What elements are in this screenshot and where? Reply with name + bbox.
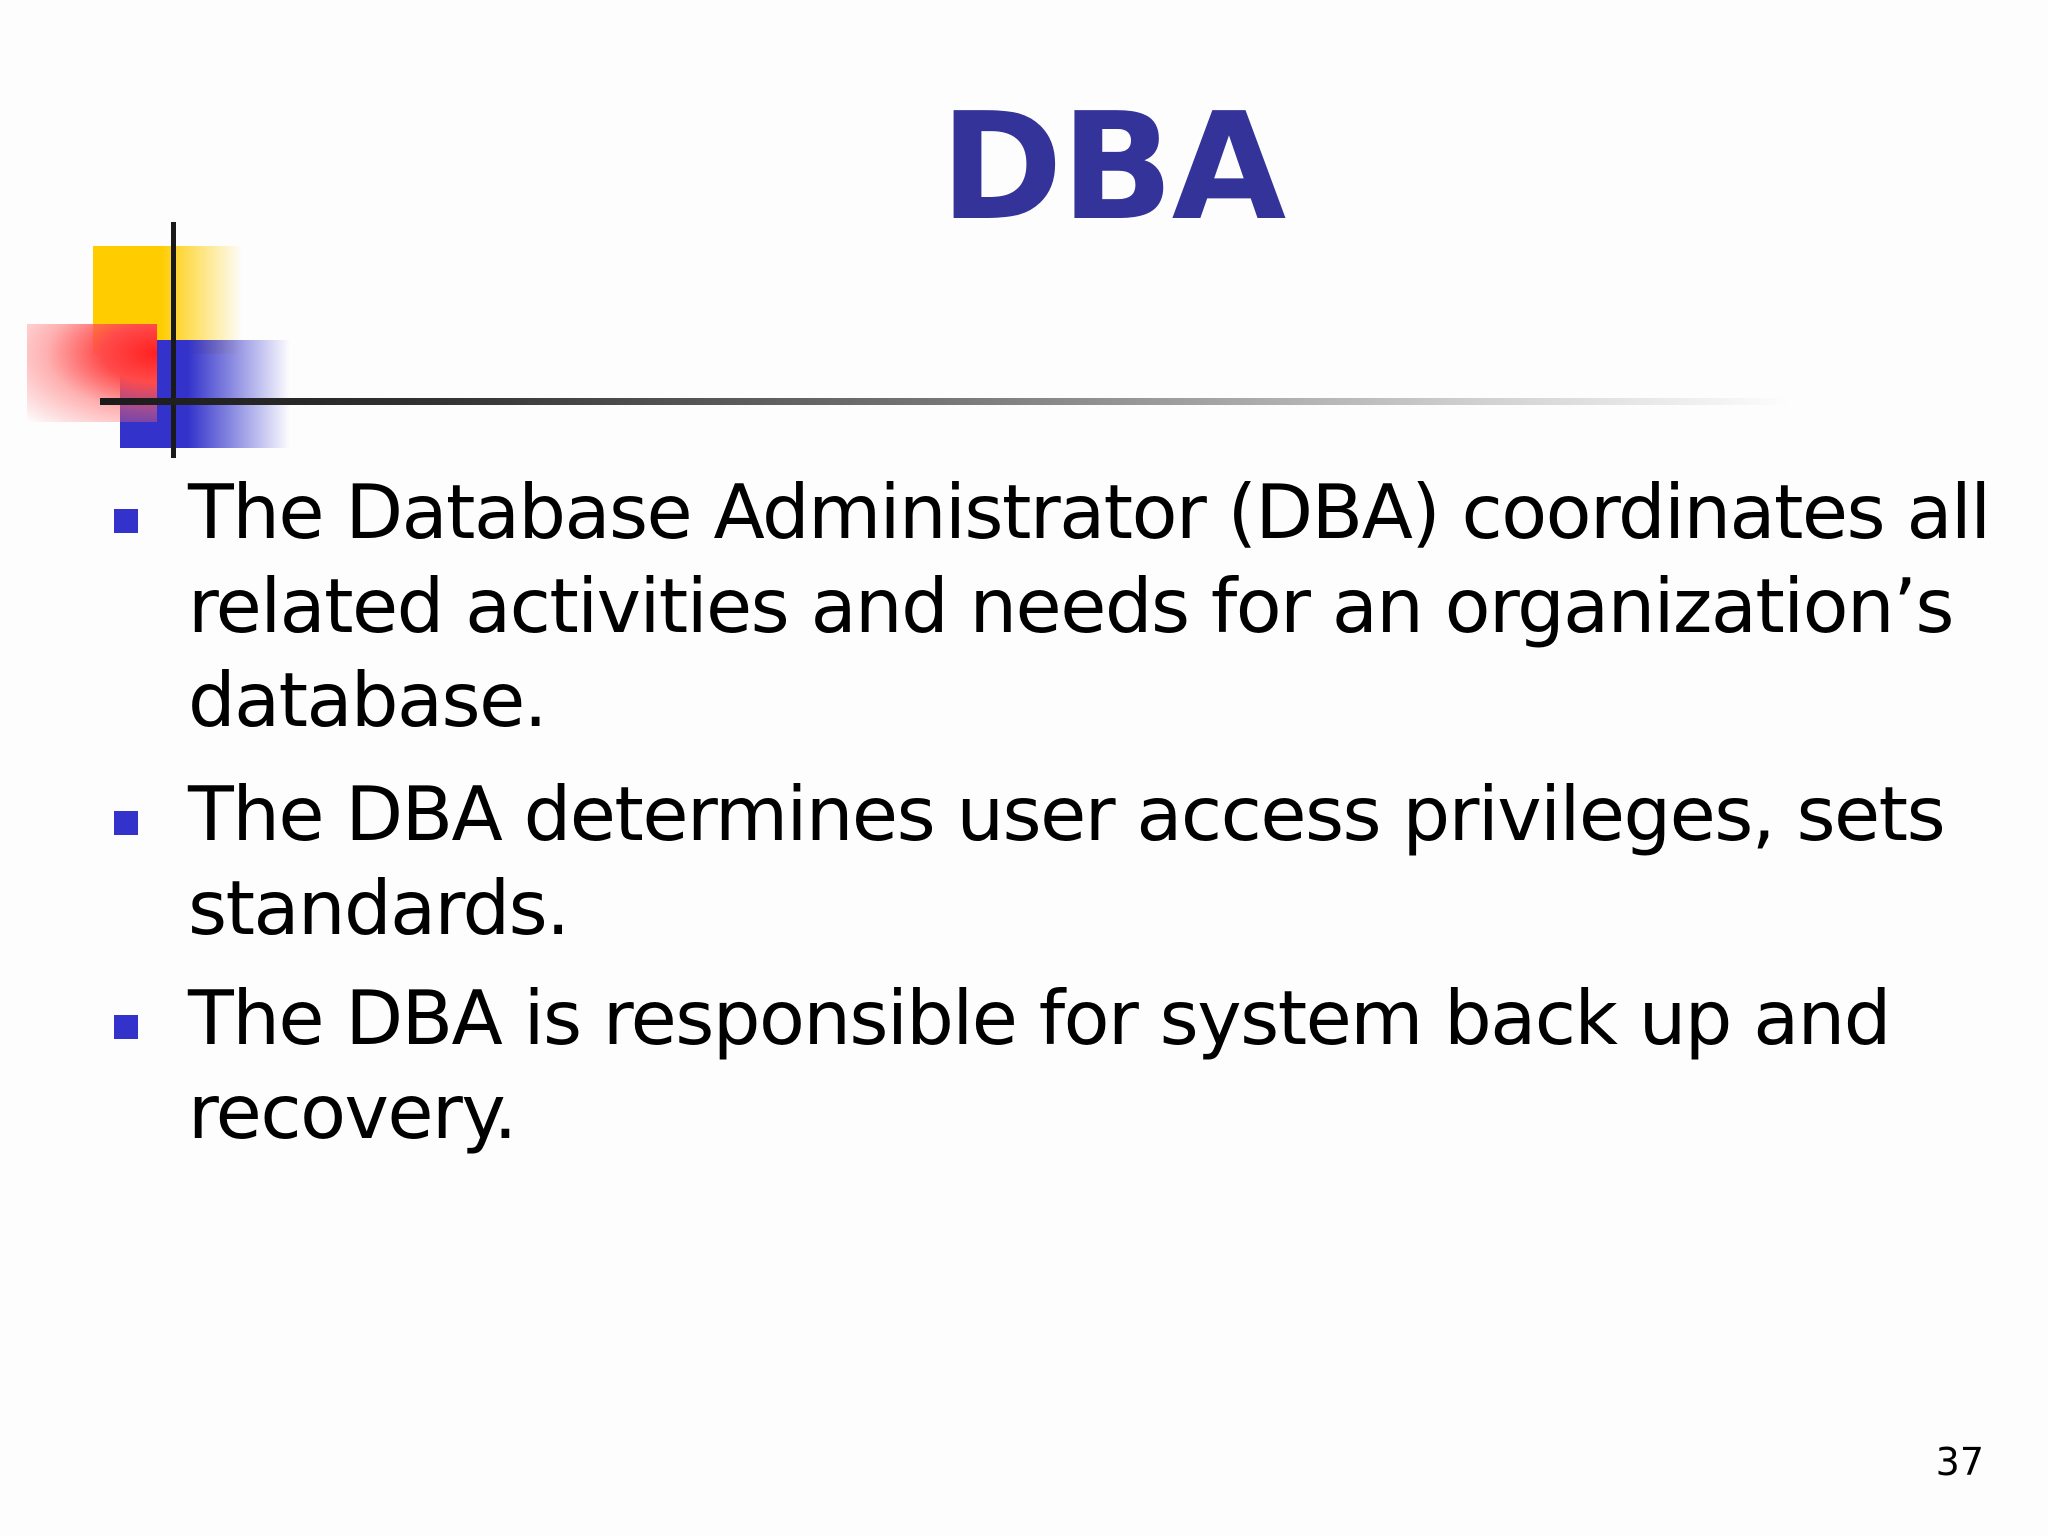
- bullet-text: The DBA is responsible for system back up and recovery.: [188, 974, 1890, 1156]
- bullet-list: [110, 465, 1990, 1159]
- title-divider-line: [100, 398, 1790, 405]
- logo-red-square: [27, 324, 157, 422]
- bullet-text: The DBA determines user access privileges, sets standards.: [188, 770, 1945, 952]
- square-bullet-icon: [114, 509, 138, 533]
- logo-vertical-line: [171, 222, 176, 458]
- bullet-item: [110, 971, 1990, 1159]
- page-number: 37: [1935, 1440, 1984, 1484]
- bullet-text: The Database Administrator (DBA) coordinates all related activities and needs for an organization’s database.: [188, 468, 1990, 744]
- square-bullet-icon: [114, 811, 138, 835]
- square-bullet-icon: [114, 1015, 138, 1039]
- bullet-item: [110, 767, 1990, 955]
- bullet-item: [110, 465, 1990, 747]
- slide-title: DBA: [940, 81, 1285, 253]
